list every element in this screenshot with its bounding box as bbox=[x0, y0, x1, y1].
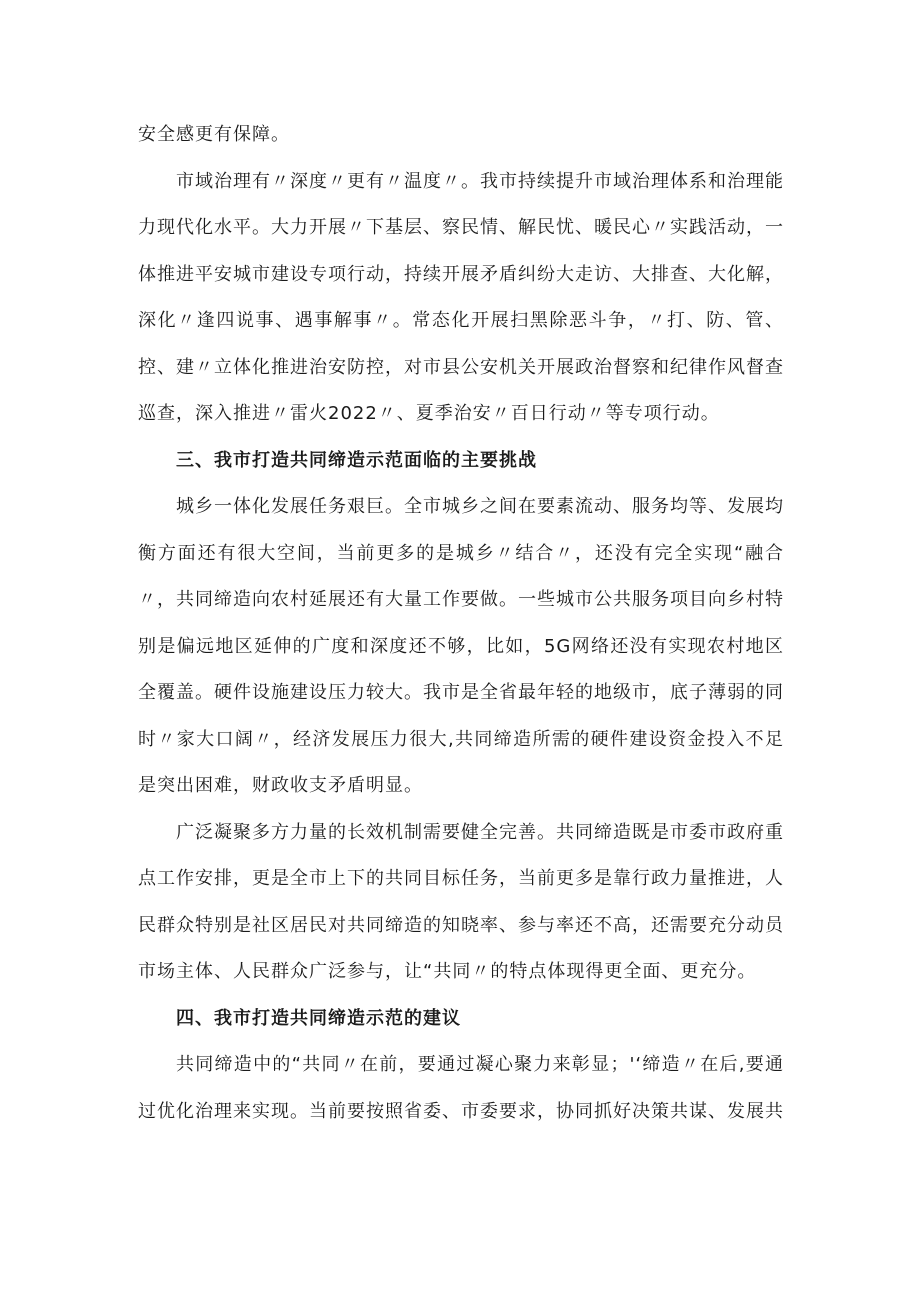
paragraph-suggestions: 共同缔造中的“共同〃在前，要通过凝心聚力来彰显；'‘缔造〃在后,要通过优化治理来实现。当前要按照省委、市委要求，协同抓好决策共谋、发展共 bbox=[138, 1054, 784, 1122]
section-heading-challenges: 三、我市打造共同缔造示范面临的主要挑战 bbox=[176, 449, 537, 471]
section-heading-suggestions: 四、我市打造共同缔造示范的建议 bbox=[176, 1007, 461, 1029]
paragraph-continuation: 安全感更有保障。 bbox=[138, 124, 290, 145]
paragraph-urban-rural: 城乡一体化发展任务艰巨。全市城乡之间在要素流动、服务均等、发展均衡方面还有很大空间，当前更多的是城乡〃结合〃，还没有完全实现“融合〃，共同缔造向农村延展还有大量工作要做。一些城市公共服务项目向乡村特别是偏远地区延伸的广度和深度还不够，比如，5G网络还没有实现农村地区全覆盖。硬件设施建设压力较大。我市是全省最年轻的地级市，底子薄弱的同时〃家大口阔〃，经济发展压力很大,共同缔造所需的硬件建设资金投入不足是突出困难，财政收支矛盾明显。 bbox=[138, 496, 784, 796]
document-page bbox=[138, 112, 784, 1135]
paragraph-long-term-mechanism: 广泛凝聚多方力量的长效机制需要健全完善。共同缔造既是市委市政府重点工作安排，更是全市上下的共同目标任务，当前更多是靠行政力量推进，人民群众特别是社区居民对共同缔造的知晓率、参与率还不高，还需要充分动员市场主体、人民群众广泛参与，让“共同〃的特点体现得更全面、更充分。 bbox=[138, 821, 784, 982]
paragraph-city-governance: 市域治理有〃深度〃更有〃温度〃。我市持续提升市域治理体系和治理能力现代化水平。大力开展〃下基层、察民情、解民忧、暖民心〃实践活动，一体推进平安城市建设专项行动，持续开展矛盾纠纷大走访、大排查、大化解，深化〃逢四说事、遇事解事〃。常态化开展扫黑除恶斗争，〃打、防、管、控、建〃立体化推进治安防控，对市县公安机关开展政治督察和纪律作风督查巡查，深入推进〃雷火2022〃、夏季治安〃百日行动〃等专项行动。 bbox=[138, 170, 784, 424]
